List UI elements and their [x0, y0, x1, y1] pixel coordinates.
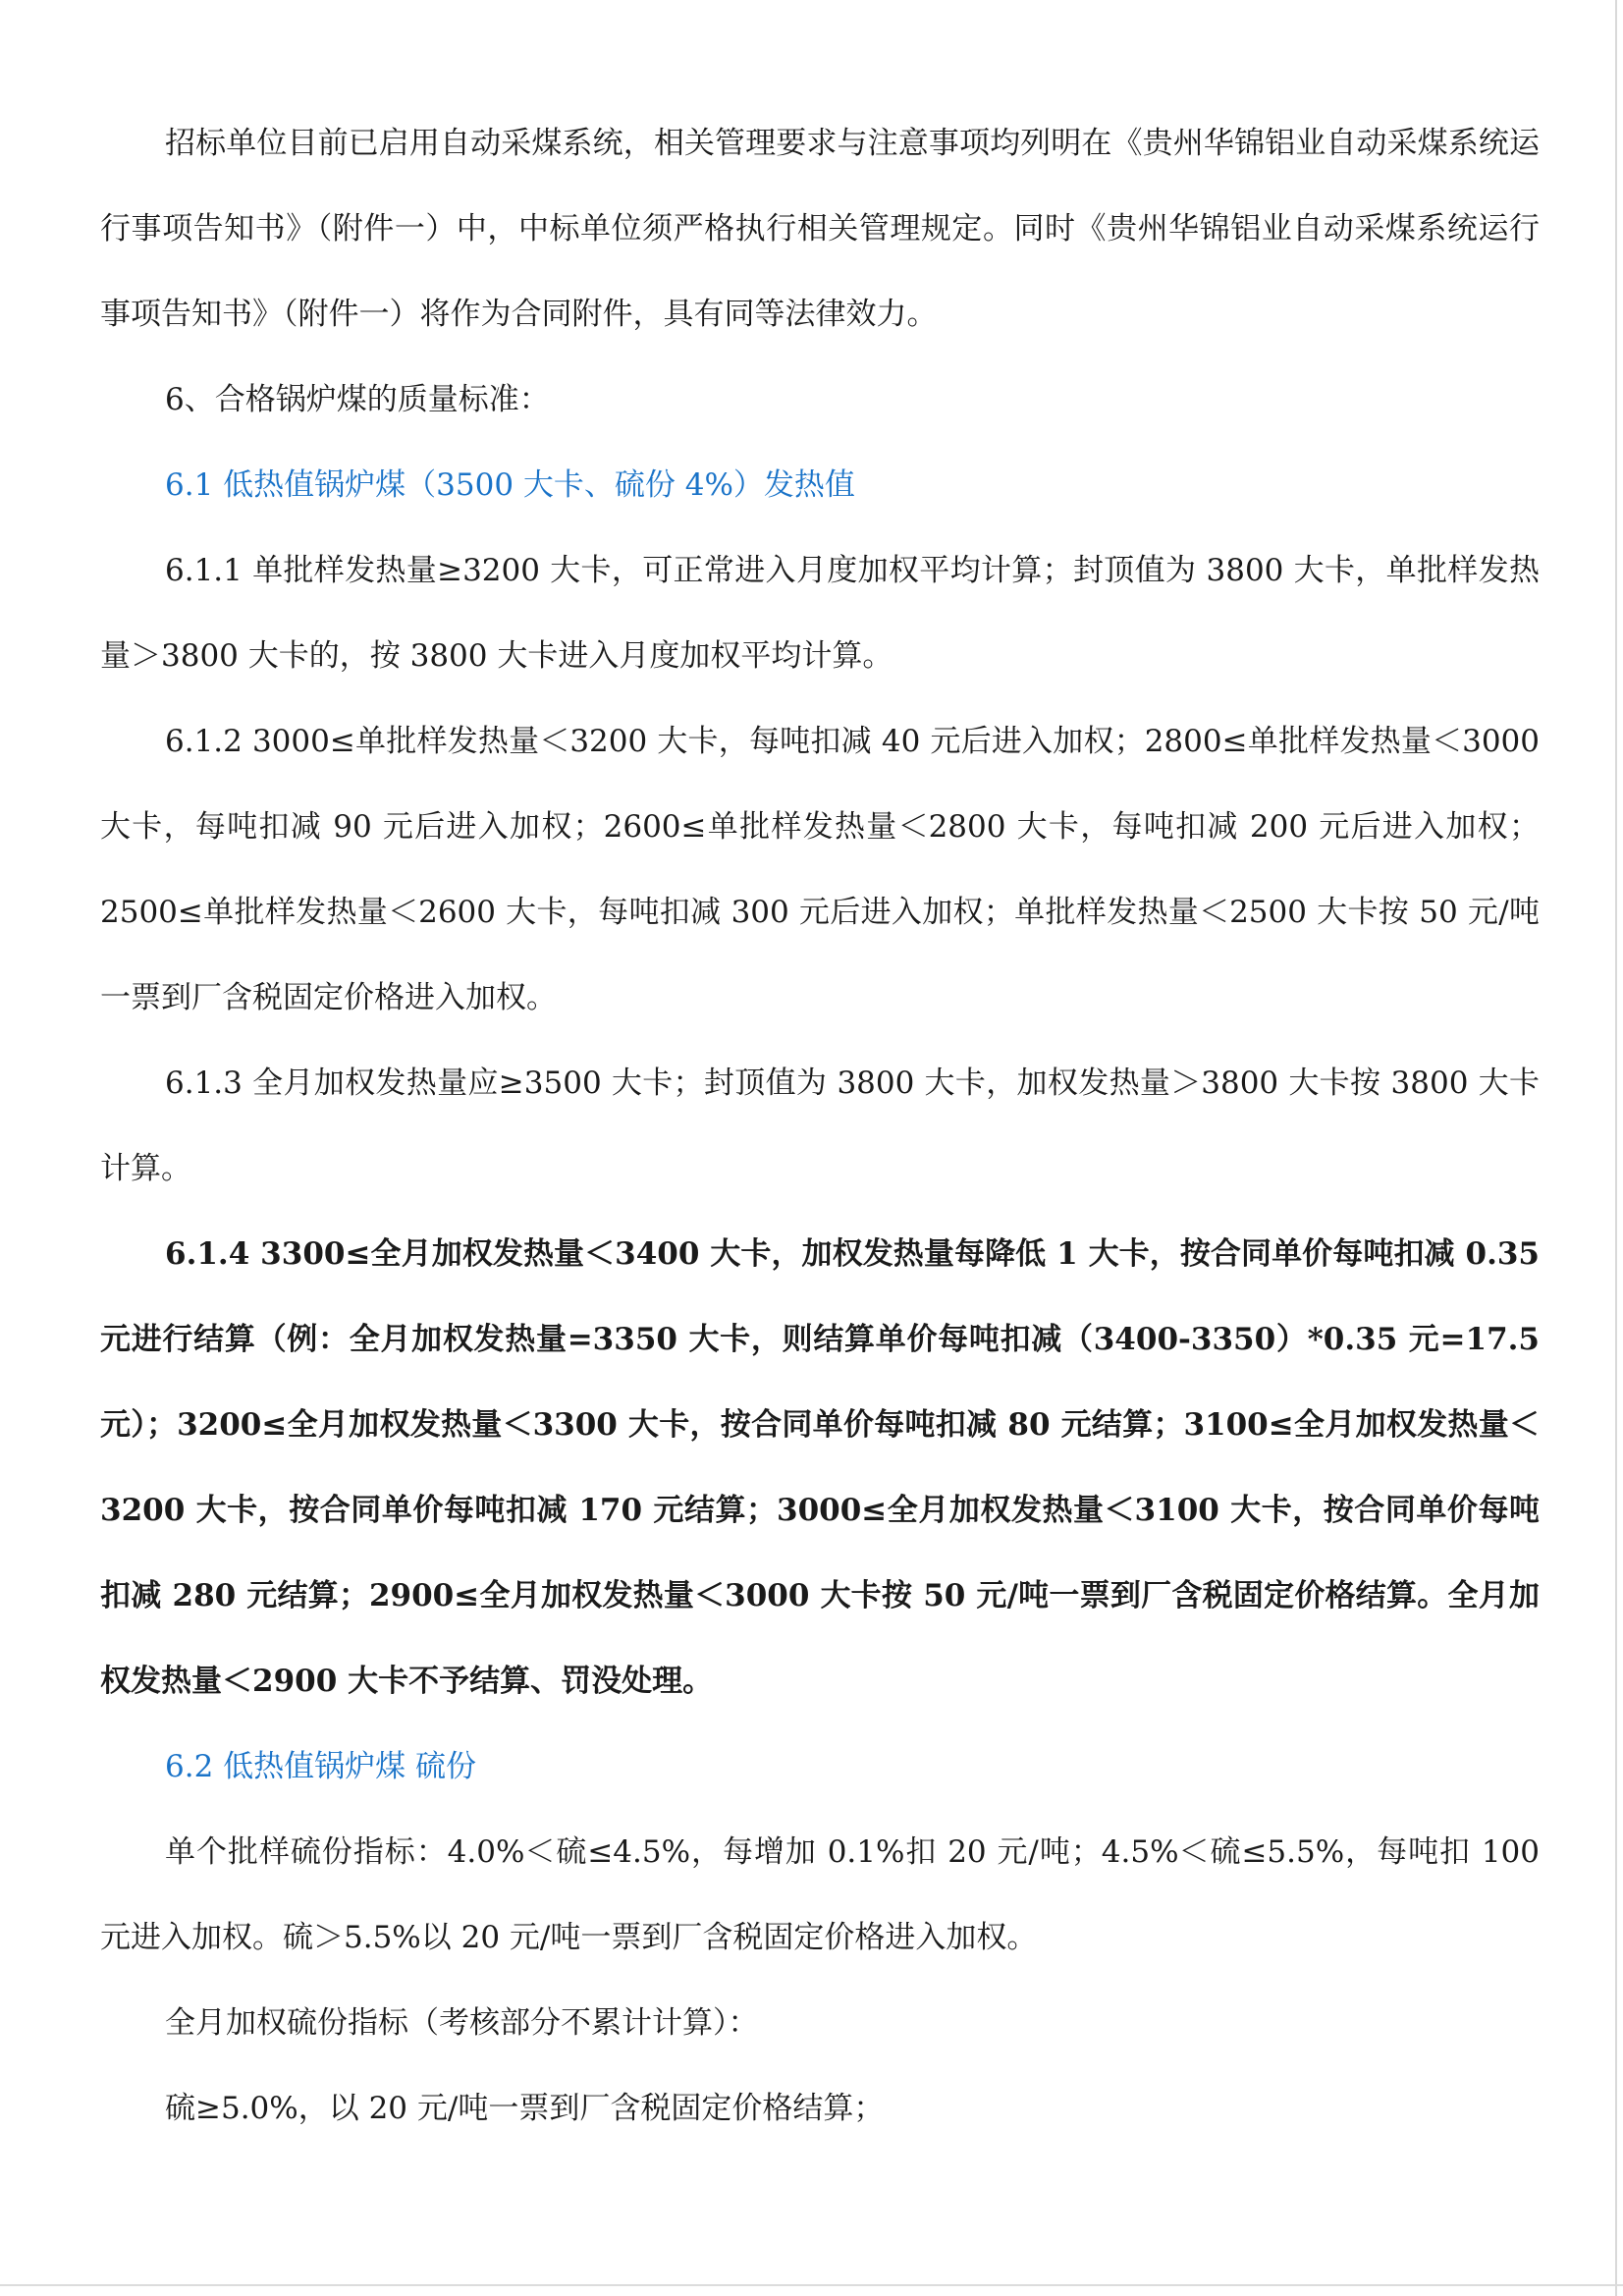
clause-6-1-3: 6.1.3 全月加权发热量应≥3500 大卡；封顶值为 3800 大卡，加权发热量＞3800 大卡按 3800 大卡计算。: [100, 1066, 1540, 1186]
clause-sulfur-batch: 单个批样硫份指标：4.0%＜硫≤4.5%，每增加 0.1%扣 20 元/吨；4.5%＜硫≤5.5%，每吨扣 100 元进入加权。硫＞5.5%以 20 元/吨一票到厂含税固定价格进入加权。: [100, 1834, 1540, 1955]
clause-6-1-1: 6.1.1 单批样发热量≥3200 大卡，可正常进入月度加权平均计算；封顶值为 3800 大卡，单批样发热量＞3800 大卡的，按 3800 大卡进入月度加权平均计算。: [100, 553, 1540, 674]
page-bottom-edge: [0, 2284, 1623, 2286]
section-heading-6-2: 6.2 低热值锅炉煤 硫份: [165, 1749, 477, 1784]
clause-sulfur-monthly: 全月加权硫份指标（考核部分不累计计算）：: [165, 2005, 759, 2041]
section-heading-6: 6、合格锅炉煤的质量标准：: [165, 382, 550, 417]
clause-sulfur-threshold: 硫≥5.0%，以 20 元/吨一票到厂含税固定价格结算；: [165, 2091, 885, 2126]
clause-6-1-2: 6.1.2 3000≤单批样发热量＜3200 大卡，每吨扣减 40 元后进入加权；2800≤单批样发热量＜3000 大卡，每吨扣减 90 元后进入加权；2600≤单批样发热量＜2800 大卡，每吨扣减 200 元后进入加权；2500≤单批样发热量＜2600 大卡，每吨扣减 300 元后进入加权；单批样发热量＜2500 大卡按 50 元/吨一票到厂含税固定价格进入加权。: [100, 724, 1540, 1015]
section-heading-6-1: 6.1 低热值锅炉煤（3500 大卡、硫份 4%）发热值: [165, 467, 855, 503]
paragraph-auto-sampling: 招标单位目前已启用自动采煤系统，相关管理要求与注意事项均列明在《贵州华锦铝业自动采煤系统运行事项告知书》（附件一）中，中标单位须严格执行相关管理规定。同时《贵州华锦铝业自动采煤系统运行事项告知书》（附件一）将作为合同附件，具有同等法律效力。: [100, 126, 1540, 332]
clause-6-1-4: 6.1.4 3300≤全月加权发热量＜3400 大卡，加权发热量每降低 1 大卡，按合同单价每吨扣减 0.35 元进行结算（例：全月加权发热量=3350 大卡，则结算单价每吨扣减（3400-3350）*0.35 元=17.5 元）；3200≤全月加权发热量＜3300 大卡，按合同单价每吨扣减 80 元结算；3100≤全月加权发热量＜3200 大卡，按合同单价每吨扣减 170 元结算；3000≤全月加权发热量＜3100 大卡，按合同单价每吨扣减 280 元结算；2900≤全月加权发热量＜3000 大卡按 50 元/吨一票到厂含税固定价格结算。全月加权发热量＜2900 大卡不予结算、罚没处理。: [100, 1236, 1540, 1699]
